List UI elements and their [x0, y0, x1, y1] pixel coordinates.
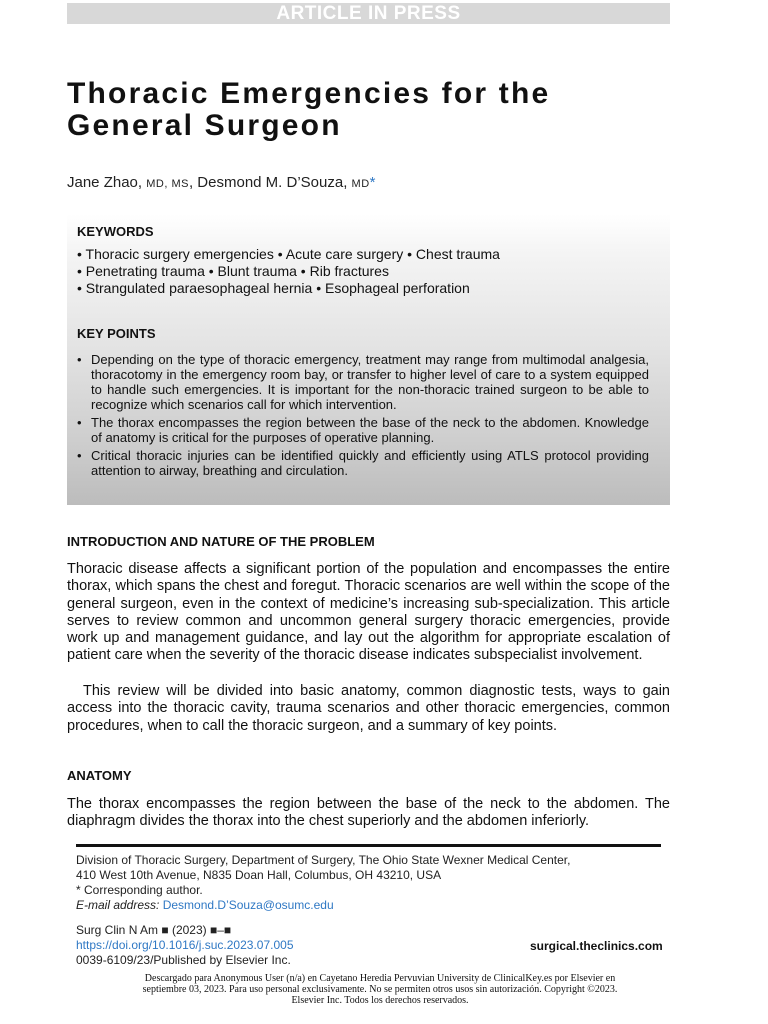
- footnote-divider: [76, 844, 661, 847]
- intro-paragraph-2: This review will be divided into basic anatomy, common diagnostic tests, ways to gain access into the thoracic cavity, trauma scenarios and other thoracic emergencies, common procedures, when to call the thoracic surgeon, and a summary of key points.: [67, 683, 670, 734]
- key-point-item: • The thorax encompasses the region between the base of the neck to the abdomen. Knowledge of anatomy is critical for the purposes of operative planning.: [77, 415, 649, 445]
- journal-citation: Surg Clin N Am ■ (2023) ■–■: [76, 923, 232, 937]
- author-2-degree: MD: [351, 178, 370, 190]
- article-in-press-banner: ARTICLE IN PRESS: [67, 3, 670, 24]
- author-1-degree: MD, MS: [146, 178, 189, 190]
- journal-url[interactable]: surgical.theclinics.com: [530, 939, 663, 953]
- intro-paragraph-1: Thoracic disease affects a significant portion of the population and encompasses the entire thorax, which spans the chest and foregut. Thoracic scenarios are well within the scope of the general surgeon, even in the context of medicine’s increasing sub-specialization. This article serves to review common and uncommon general surgery thoracic emergencies, provide work up and management guidance, and lay out the algorithm for appropriate escalation of patient care when the severity of the thoracic disease indicates subspecialist involvement.: [67, 561, 670, 664]
- title-line-2: General Surgeon: [67, 109, 342, 142]
- email-line: [76, 898, 334, 913]
- keywords-keypoints-box: [67, 214, 670, 505]
- key-point-item: • Depending on the type of thoracic emergency, treatment may range from multimodal analgesia, thoracotomy in the emergency room bay, or transfer to higher level of care to a system equipped to handle such emergencies. It is important for the non-thoracic trained surgeon to be able to recognize which scenarios call for which intervention.: [77, 352, 649, 412]
- issn-line: 0039-6109/23/Published by Elsevier Inc.: [76, 953, 291, 967]
- download-notice: Descargado para Anonymous User (n/a) en Cayetano Heredia Pervuvian University de ClinicalKey.es por Elsevier en septiembre 03, 2023. Para uso personal exclusivamente. No se permiten otros usos sin autorización. Copyright ©2023. Elsevier Inc. Todos los derechos reservados.: [142, 973, 618, 1006]
- author-1-name: Jane Zhao,: [67, 174, 143, 191]
- article-title: [67, 78, 687, 142]
- anatomy-paragraph-1: The thorax encompasses the region between the base of the neck to the abdomen. The diaphragm divides the thorax into the chest superiorly and the abdomen inferiorly.: [67, 796, 670, 830]
- email-label: E-mail address:: [76, 898, 160, 912]
- keyword-line: • Penetrating trauma • Blunt trauma • Rib fractures: [77, 263, 389, 279]
- keyword-line: • Strangulated paraesophageal hernia • Esophageal perforation: [77, 280, 470, 296]
- affiliation-line-1: Division of Thoracic Surgery, Department of Surgery, The Ohio State Wexner Medical Center,: [76, 853, 571, 867]
- corresponding-author-note: * Corresponding author.: [76, 883, 203, 897]
- author-line: [67, 174, 376, 191]
- intro-heading: INTRODUCTION AND NATURE OF THE PROBLEM: [67, 534, 375, 549]
- corresponding-author-link[interactable]: *: [369, 174, 376, 191]
- key-point-item: • Critical thoracic injuries can be identified quickly and efficiently using ATLS protocol providing attention to airway, breathing and circulation.: [77, 448, 649, 478]
- key-points-heading: KEY POINTS: [77, 326, 156, 341]
- doi-link[interactable]: https://doi.org/10.1016/j.suc.2023.07.005: [76, 938, 294, 952]
- email-link[interactable]: Desmond.D’Souza@osumc.edu: [162, 898, 334, 912]
- keyword-line: • Thoracic surgery emergencies • Acute care surgery • Chest trauma: [77, 246, 500, 262]
- title-line-1: Thoracic Emergencies for the: [67, 77, 551, 110]
- author-2-name: , Desmond M. D’Souza,: [188, 174, 348, 191]
- anatomy-heading: ANATOMY: [67, 768, 132, 783]
- keywords-heading: KEYWORDS: [77, 224, 154, 239]
- key-points-list: [77, 352, 649, 481]
- affiliation-line-2: 410 West 10th Avenue, N835 Doan Hall, Columbus, OH 43210, USA: [76, 868, 442, 882]
